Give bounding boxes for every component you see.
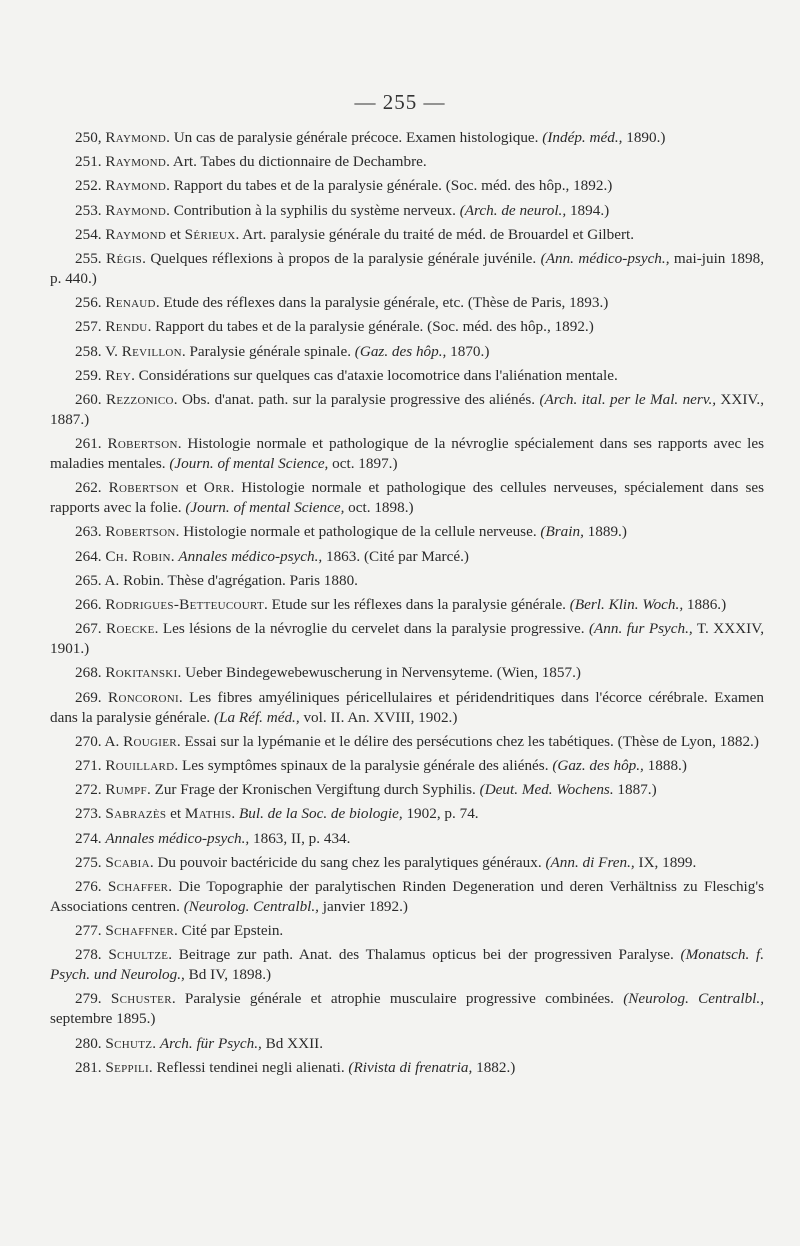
reference-entry: [50, 688, 764, 728]
reference-author: Orr: [203, 479, 231, 497]
reference-source: (Rivista di frenatria,: [348, 1058, 473, 1076]
reference-author: Raymond: [105, 129, 167, 146]
reference-entry: [50, 547, 764, 567]
reference-source: (Neurolog. Centralbl.,: [183, 897, 319, 915]
reference-author: Régis: [106, 249, 143, 267]
reference-author: Raymond: [105, 153, 167, 171]
reference-text: . Un cas de paralysie générale précoce. Examen histologique.: [166, 129, 543, 146]
reference-text: 1863. (Cité par Marcé.): [322, 547, 469, 565]
reference-text: 1902, p. 74.: [402, 805, 479, 823]
reference-text: 268.: [75, 664, 106, 682]
reference-text: . Essai sur la lypémanie et le délire des persécutions chez les tabétiques. (Thèse de Lyon, 1882.): [176, 732, 759, 750]
reference-text: . Cité par Epstein.: [173, 922, 284, 940]
reference-source: (Arch. de neurol.,: [459, 201, 567, 219]
reference-text: . Histologie normale et pathologique de la cellule nerveuse.: [175, 523, 541, 541]
reference-entry: [50, 478, 764, 518]
reference-author: Schutz: [105, 1034, 153, 1052]
reference-text: . Etude des réflexes dans la paralysie générale, etc. (Thèse de Paris, 1893.): [155, 294, 609, 312]
reference-text: 257.: [75, 318, 106, 336]
reference-text: .: [231, 805, 239, 823]
page-number: — 255 —: [354, 90, 446, 114]
reference-text: 267.: [75, 620, 107, 638]
reference-author: Schuster: [110, 990, 172, 1008]
reference-author: Revillon: [121, 342, 182, 360]
reference-text: . Die Topographie der paralytischen Rinden Degeneration und deren Verhältniss zu Fleschig's Associations centren.: [50, 877, 764, 915]
reference-source: (Neurolog. Centralbl.,: [623, 990, 764, 1008]
reference-entry: [50, 989, 764, 1029]
reference-text: 1863, II, p. 434.: [249, 829, 351, 847]
reference-author: Renaud: [105, 294, 156, 312]
reference-text: 272.: [75, 781, 106, 799]
reference-source: (Gaz. des hôp.,: [354, 342, 447, 360]
reference-text: septembre 1895.): [50, 1010, 156, 1028]
reference-text: mai-juin 1898, p. 440.): [50, 249, 764, 287]
reference-source: (Journ. of mental Science,: [185, 499, 345, 517]
reference-author: Rouillard: [105, 756, 175, 774]
reference-source: (Ann. fur Psych.,: [588, 620, 693, 638]
reference-text: 279.: [75, 990, 111, 1008]
reference-text: . Reflessi tendinei negli alienati.: [148, 1058, 349, 1076]
reference-author: Rougier: [123, 732, 177, 750]
reference-text: T. XXXIV, 1901.): [50, 620, 765, 658]
reference-text: . Ueber Bindegewebewuscherung in Nervensyteme. (Wien, 1857.): [177, 664, 581, 682]
reference-entry: [50, 780, 764, 800]
reference-text: vol. II. An. XVIII, 1902.): [299, 708, 458, 726]
reference-text: XXIV., 1887.): [50, 390, 765, 428]
reference-text: 1887.): [613, 781, 657, 799]
reference-text: 1889.): [583, 523, 627, 541]
reference-entry: [50, 366, 764, 386]
reference-text: 1888.): [643, 756, 687, 774]
reference-text: 258. V.: [75, 342, 122, 360]
reference-source: Bul. de la Soc. de biologie,: [238, 805, 403, 823]
reference-entry: [50, 390, 764, 430]
reference-author: Robertson: [108, 479, 179, 497]
reference-text: . Obs. d'anat. path. sur la paralysie progressive des aliénés.: [173, 390, 540, 408]
reference-author: Rey: [105, 366, 132, 384]
reference-text: . Zur Frage der Kronischen Vergiftung durch Syphilis.: [146, 781, 480, 799]
reference-author: Rendu: [105, 318, 148, 336]
reference-text: 276.: [75, 877, 108, 895]
reference-text: janvier 1892.): [318, 897, 408, 915]
reference-text: . Paralysie générale spinale.: [181, 342, 355, 360]
reference-text: . Considérations sur quelques cas d'ataxie locomotrice dans l'aliénation mentale.: [131, 366, 618, 384]
reference-text: . Beitrage zur path. Anat. des Thalamus opticus bei der progressiven Paralyse.: [168, 946, 681, 964]
reference-author: Sabrazès: [105, 805, 167, 823]
reference-text: 265. A. Robin. Thèse d'agrégation. Paris 1880.: [75, 571, 358, 589]
reference-source: (Ann. di Fren.,: [545, 853, 635, 871]
reference-entry: [50, 128, 764, 148]
reference-text: 274.: [75, 829, 106, 847]
reference-entry: [50, 619, 764, 659]
reference-entry: [50, 663, 764, 683]
reference-text: . Art. Tabes du dictionnaire de Dechambre.: [166, 153, 427, 171]
reference-entry: [50, 1034, 764, 1054]
reference-entry: [50, 201, 764, 221]
reference-entry: [50, 225, 764, 245]
reference-text: 1890.): [622, 129, 666, 146]
reference-text: . Contribution à la syphilis du système nerveux.: [166, 201, 460, 219]
reference-author: Raymond: [105, 177, 167, 195]
reference-text: 1894.): [566, 201, 610, 219]
reference-source: (Journ. of mental Science,: [169, 455, 329, 473]
reference-text: . Du pouvoir bactéricide du sang chez les paralytiques généraux.: [149, 853, 546, 871]
reference-author: Mathis: [184, 805, 232, 823]
reference-source: (Arch. ital. per le Mal. nerv.,: [539, 390, 717, 408]
reference-text: . Histologie normale et pathologique de la névroglie spécialement dans ses rapports avec les maladies mentales.: [50, 435, 765, 473]
reference-entry: [50, 829, 764, 849]
reference-text: et: [166, 805, 185, 823]
reference-entry: [50, 249, 764, 289]
reference-author: Raymond: [105, 201, 167, 219]
reference-entry: [50, 571, 764, 591]
reference-text: 250,: [75, 129, 106, 146]
reference-text: .: [170, 547, 179, 565]
reference-text: 251.: [75, 153, 106, 171]
reference-author: Ch. Robin: [105, 547, 171, 565]
reference-text: . Rapport du tabes et de la paralysie générale. (Soc. méd. des hôp., 1892.): [147, 318, 594, 336]
reference-entry: [50, 317, 764, 337]
reference-entry: [50, 804, 764, 824]
reference-entry: [50, 152, 764, 172]
reference-text: . Les fibres amyéliniques péricellulaires et péridendritiques dans l'écorce cérébrale. Examen dans la paralysie générale.: [50, 688, 764, 726]
reference-entry: [50, 176, 764, 196]
reference-list: [50, 128, 764, 1082]
reference-source: Annales médico-psych.,: [178, 547, 323, 565]
reference-entry: [50, 877, 764, 917]
reference-text: 252.: [75, 177, 106, 195]
reference-text: 253.: [75, 201, 106, 219]
reference-author: Scabia: [105, 853, 150, 871]
reference-text: 280.: [75, 1034, 106, 1052]
reference-entry: [50, 434, 764, 474]
reference-text: 254.: [75, 225, 106, 243]
reference-entry: [50, 756, 764, 776]
reference-entry: [50, 921, 764, 941]
reference-text: Bd XXII.: [261, 1034, 323, 1052]
reference-author: Schaffner: [105, 922, 174, 940]
reference-text: 255.: [75, 249, 107, 267]
reference-text: 264.: [75, 547, 106, 565]
reference-text: 260.: [75, 390, 106, 408]
reference-author: Robertson: [105, 523, 176, 541]
reference-text: . Etude sur les réflexes dans la paralysie générale.: [264, 596, 570, 613]
reference-text: . Histologie normale et pathologique des cellules nerveuses, spécialement dans ses rapports avec la folie.: [50, 479, 765, 517]
reference-entry: [50, 522, 764, 542]
reference-author: Raymond: [105, 225, 167, 243]
reference-text: 271.: [75, 756, 106, 774]
reference-author: Schultze: [108, 946, 169, 964]
reference-author: Seppili: [105, 1058, 149, 1076]
reference-source: (Gaz. des hôp.,: [552, 756, 644, 774]
reference-text: . Les symptômes spinaux de la paralysie générale des aliénés.: [174, 756, 553, 774]
reference-text: 1870.): [446, 342, 490, 360]
reference-entry: [50, 853, 764, 873]
reference-text: .: [152, 1034, 160, 1052]
reference-text: oct. 1898.): [344, 499, 414, 517]
reference-author: Robertson: [107, 435, 178, 453]
reference-source: Annales médico-psych.,: [105, 829, 250, 847]
reference-source: (Deut. Med. Wochens.: [479, 781, 614, 799]
reference-source: (Ann. médico-psych.,: [540, 249, 670, 267]
reference-entry: [50, 1058, 764, 1078]
reference-text: 259.: [75, 366, 106, 384]
reference-text: 261.: [75, 435, 108, 453]
reference-author: Rokitanski: [105, 664, 178, 682]
reference-text: 263.: [75, 523, 106, 541]
reference-text: et: [166, 225, 185, 243]
reference-text: 269.: [75, 688, 109, 706]
reference-text: . Paralysie générale et atrophie musculaire progressive combinées.: [171, 990, 624, 1008]
reference-text: . Les lésions de la névroglie du cervelet dans la paralysie progressive.: [154, 620, 589, 638]
reference-author: Roecke: [106, 620, 155, 638]
reference-text: 256.: [75, 294, 106, 312]
reference-text: 1882.): [472, 1058, 516, 1076]
reference-text: 270. A.: [75, 732, 124, 750]
reference-text: 1886.): [683, 596, 727, 613]
reference-author: Sérieux: [184, 225, 236, 243]
reference-text: 275.: [75, 853, 106, 871]
reference-entry: [50, 342, 764, 362]
reference-text: 281.: [75, 1058, 106, 1076]
reference-source: (La Réf. méd.,: [214, 708, 300, 726]
reference-entry: [50, 732, 764, 752]
reference-text: Bd IV, 1898.): [184, 966, 272, 984]
reference-source: (Indép. méd.,: [542, 129, 623, 146]
reference-text: oct. 1897.): [328, 455, 398, 473]
reference-author: Rumpf: [105, 781, 147, 799]
reference-text: 278.: [75, 946, 109, 964]
reference-author: Rodrigues-Betteucourt: [105, 596, 265, 613]
reference-text: . Rapport du tabes et de la paralysie générale. (Soc. méd. des hôp., 1892.): [166, 177, 613, 195]
reference-text: . Quelques réflexions à propos de la paralysie générale juvénile.: [142, 249, 541, 267]
reference-text: 266.: [75, 596, 106, 613]
reference-text: 262.: [75, 479, 109, 497]
reference-text: 277.: [75, 922, 106, 940]
reference-entry: [50, 945, 764, 985]
reference-text: et: [178, 479, 204, 497]
reference-source: (Monatsch. f. Psych. und Neurolog.,: [50, 946, 765, 984]
reference-text: . Art. paralysie générale du traité de méd. de Brouardel et Gilbert.: [235, 225, 635, 243]
reference-source: Arch. für Psych.,: [159, 1034, 262, 1052]
reference-text: 273.: [75, 805, 106, 823]
reference-source: (Brain,: [540, 523, 584, 541]
reference-source: (Berl. Klin. Woch.,: [569, 596, 684, 613]
reference-author: Roncoroni: [108, 688, 179, 706]
reference-text: IX, 1899.: [634, 853, 697, 871]
reference-author: Rezzonico: [105, 390, 174, 408]
reference-entry: [50, 595, 764, 615]
reference-author: Schaffer: [107, 877, 169, 895]
reference-entry: [50, 293, 764, 313]
